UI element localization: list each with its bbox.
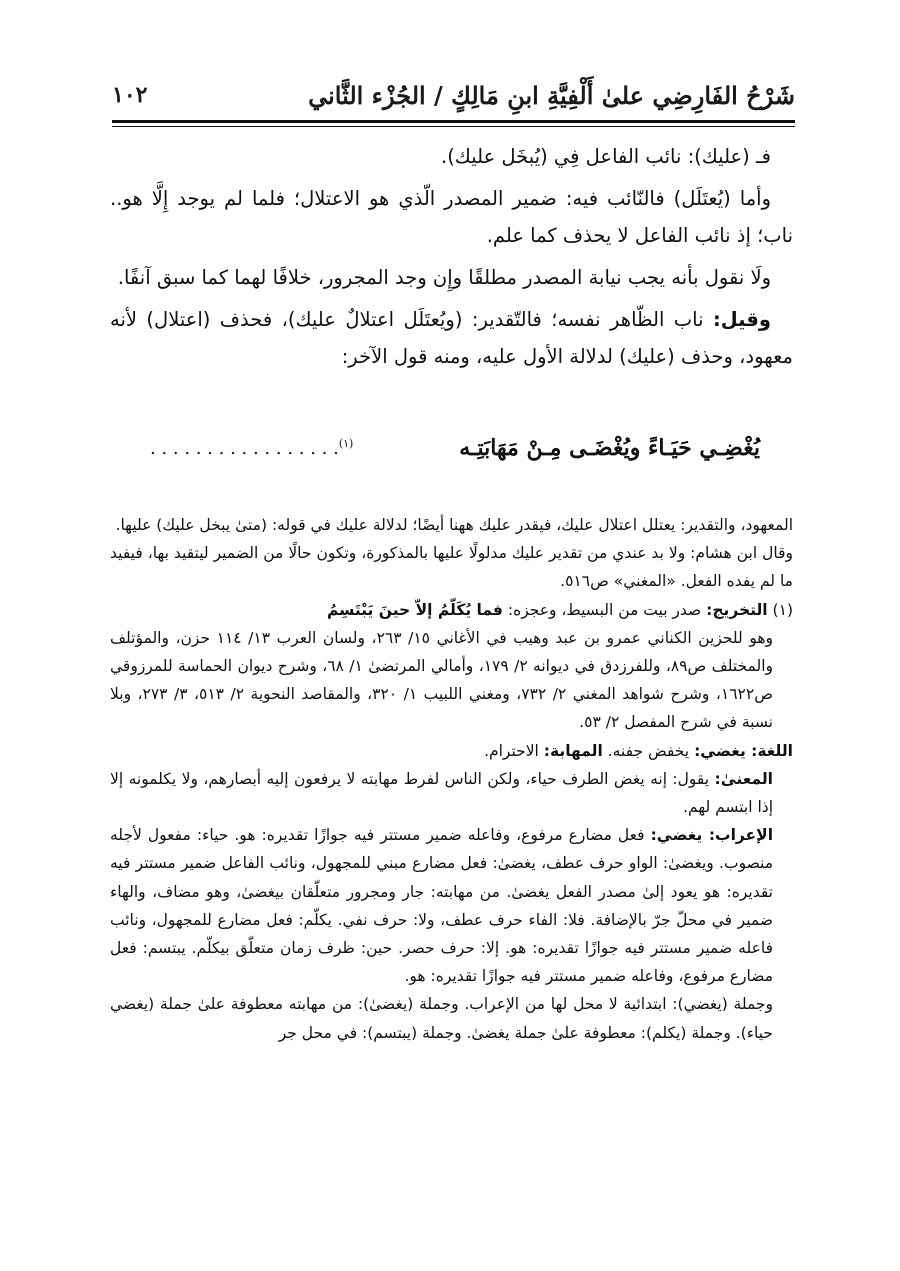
paragraph-1: فـ (عليك): نائب الفاعل فِي (يُبخَل عليك). xyxy=(441,145,771,168)
verse-hemistich: يُغْضِـي حَيَـاءً ويُغْضَـى مِـنْ مَهَابَتِـه xyxy=(459,435,760,461)
footnote-sources: وهو للحزين الكناني عمرو بن عبد وهيب في الأغاني ١٥/ ٢٦٣، ولسان العرب ١٣/ ١١٤ حزن، والمؤتلف والمختلف ص٨٩، وللفرزدق في ديوانه ٢/ ١٧٩، وأمالي المرتضىٰ ١/ ٦٨، وشرح ديوان الحماسة للمرزوقي ص١٦٢٢، وشرح شواهد المغني ٢/ ٧٣٢، ومغني اللبيب ١/ ٣٢٠، والمقاصد النحوية ٢/ ٥١٣، ٣/ ٢٧٣، وبلا نسبة في شرح المفصل ٢/ ٥٣. xyxy=(110,628,774,732)
verse-dots xyxy=(150,437,353,459)
paragraph-4 xyxy=(110,301,793,375)
maana-label: المعنىٰ: xyxy=(714,769,773,788)
header-title: شَرْحُ الفَارِضِي علىٰ أَلْفِيَّةِ ابنِ مَالِكٍ / الجُزْء الثَّاني xyxy=(308,80,795,110)
irab-text: فعل مضارع مرفوع، وفاعله ضمير مستتر فيه جوازًا تقديره: هو. حياء: مفعول لأجله منصوب. ويغضىٰ: الواو حرف عطف، يغضىٰ: فعل مضارع مبني للمجهول، ونائب الفاعل ضمير مستتر فيه تقديره: هو يعود إلىٰ مصدر الفعل يغضىٰ. من مهابته: جار ومجرور متعلّقان بيغضىٰ، وهو مضاف، والهاء ضمير في محلّ جرّ بالإضافة. فلا: الفاء حرف عطف، ولا: حرف نفي. يكلّم: فعل مضارع للمجهول، ونائب فاعله ضمير مستتر فيه جوازًا تقديره: هو. إلا: حرف حصر. حين: ظرف زمان متعلّق بيكلّم. يبتسم: فعل مضارع مرفوع، وفاعله ضمير مستتر فيه جوازًا تقديره: هو. xyxy=(110,826,773,986)
mahaba-label: المهابة: xyxy=(543,741,603,760)
running-header xyxy=(112,70,795,120)
main-text xyxy=(110,138,793,380)
mahaba-text: الاحترام. xyxy=(484,741,544,760)
footnote-ref: (١) xyxy=(338,437,354,450)
footnote-irab xyxy=(110,821,793,990)
qila-label: وقيل: xyxy=(712,308,771,331)
footnote-1-head xyxy=(110,596,793,624)
poem-verse xyxy=(150,428,760,468)
footnote-maana xyxy=(110,765,793,821)
irab-label: الإعراب: يغضي: xyxy=(650,826,774,845)
paragraph-3: ولَا نقول بأنه يجب نيابة المصدر مطلقًا وإِن وجد المجرور، خلافًا لهما كما سبق آنفًا. xyxy=(117,266,771,289)
paragraph-4-text: ناب الظّاهر نفسه؛ فالتّقدير: (ويُعتَلَل اعتلالٌ عليك)، فحذف (اعتلال) لأنه معهود، وحذف (عليك) لدلالة الأول عليه، ومنه قول الآخر: xyxy=(110,308,793,368)
maana-text: يقول: إنه يغض الطرف حياء، ولكن الناس لفرط مهابته لا يرفعون إليه أبصارهم، ولا يكلمونه إلا إذا ابتسم لهم. xyxy=(110,769,773,817)
verse-dots-text: . . . . . . . . . . . . . . . . . xyxy=(150,438,339,459)
header-rule-thick xyxy=(112,120,795,123)
takhrij-label: التخريج: xyxy=(706,600,768,619)
lugha-text: يخفض جفنه. xyxy=(602,741,695,760)
footnote-number: (١) xyxy=(772,600,793,619)
verse-second-hemistich: فما يُكَلّمُ إلاّ حينَ يَبْتَسِمُ xyxy=(326,600,503,619)
footnote-continued-1: المعهود، والتقدير: يعتلل اعتلال عليك، فيقدر عليك ههنا أيضًا؛ لدلالة عليك في قوله: (متىٰ يبخل عليك) عليها. xyxy=(115,516,793,534)
footnote-continued-2: وقال ابن هشام: ولا بد عندي من تقدير عليك مدلولًا عليها بالمذكورة، وتكون حالًا من الضمير ليتقيد بها، فيفيد ما لم يفده الفعل. «المغني» ص٥١٦. xyxy=(110,544,793,591)
paragraph-2: وأما (يُعتَلَل) فالنّائب فيه: ضمير المصدر الّذي هو الاعتلال؛ فلما لم يوجد إِلَّا هو.. ناب؛ إذ نائب الفاعل لا يحذف كما علم. xyxy=(110,187,793,247)
footnote-lugha xyxy=(110,737,793,765)
takhrij-text: صدر بيت من البسيط، وعجزه: xyxy=(502,600,707,619)
header-rule-thin xyxy=(112,126,795,127)
page-number: ١٠٢ xyxy=(112,82,148,108)
footnote-jumal: وجملة (يغضي): ابتدائية لا محل لها من الإعراب. وجملة (يغضىٰ): من مهابته معطوفة علىٰ جملة (يغضي حياء). وجملة (يكلم): معطوفة علىٰ جملة يغضىٰ. وجملة (يبتسم): في محل جر xyxy=(110,995,773,1042)
lugha-label: اللغة: يغضي: xyxy=(694,741,793,760)
footnotes xyxy=(110,511,793,1047)
